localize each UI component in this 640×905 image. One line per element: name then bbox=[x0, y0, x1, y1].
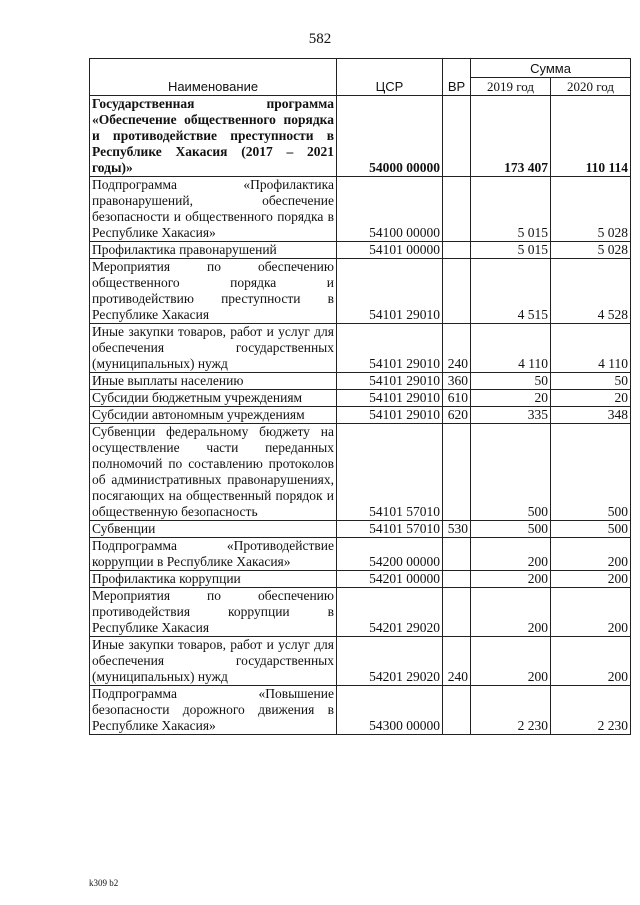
row-csr: 54101 29010 bbox=[337, 407, 443, 424]
row-amount-2019: 50 bbox=[471, 373, 551, 390]
row-amount-2020: 500 bbox=[551, 424, 631, 521]
table-row bbox=[90, 538, 631, 571]
row-csr: 54100 00000 bbox=[337, 177, 443, 242]
row-amount-2020: 200 bbox=[551, 571, 631, 588]
row-vr bbox=[443, 424, 471, 521]
header-name: Наименование bbox=[90, 59, 337, 96]
row-amount-2020: 20 bbox=[551, 390, 631, 407]
row-amount-2019: 20 bbox=[471, 390, 551, 407]
row-vr: 240 bbox=[443, 324, 471, 373]
row-amount-2020: 200 bbox=[551, 538, 631, 571]
table-row bbox=[90, 390, 631, 407]
table-row bbox=[90, 637, 631, 686]
row-vr: 240 bbox=[443, 637, 471, 686]
row-name: Иные закупки товаров, работ и услуг для обеспечения государственных (муниципальных) нужд bbox=[90, 324, 337, 373]
row-name: Подпрограмма «Противодействие коррупции в Республике Хакасия» bbox=[90, 538, 337, 571]
row-amount-2020: 5 028 bbox=[551, 242, 631, 259]
table-row bbox=[90, 242, 631, 259]
row-name: Подпрограмма «Профилактика правонарушений, обеспечение безопасности и общественного порядка в Республике Хакасия» bbox=[90, 177, 337, 242]
table-row bbox=[90, 373, 631, 390]
row-amount-2019: 5 015 bbox=[471, 177, 551, 242]
row-csr: 54101 00000 bbox=[337, 242, 443, 259]
row-vr: 360 bbox=[443, 373, 471, 390]
row-amount-2020: 200 bbox=[551, 637, 631, 686]
row-amount-2019: 5 015 bbox=[471, 242, 551, 259]
table-row bbox=[90, 96, 631, 177]
row-vr bbox=[443, 242, 471, 259]
row-amount-2020: 2 230 bbox=[551, 686, 631, 735]
row-csr: 54201 29020 bbox=[337, 588, 443, 637]
row-amount-2020: 110 114 bbox=[551, 96, 631, 177]
row-name: Субвенции федеральному бюджету на осуществление части переданных полномочий по составлению протоколов об административных правонарушениях, посягающих на общественный порядок и общественную безопасность bbox=[90, 424, 337, 521]
row-amount-2020: 50 bbox=[551, 373, 631, 390]
row-amount-2019: 335 bbox=[471, 407, 551, 424]
table-row bbox=[90, 407, 631, 424]
row-name: Государственная программа «Обеспечение общественного порядка и противодействие преступности в Республике Хакасия (2017 – 2021 годы)» bbox=[90, 96, 337, 177]
row-name: Подпрограмма «Повышение безопасности дорожного движения в Республике Хакасия» bbox=[90, 686, 337, 735]
row-csr: 54101 29010 bbox=[337, 259, 443, 324]
table-row bbox=[90, 571, 631, 588]
row-csr: 54201 00000 bbox=[337, 571, 443, 588]
row-amount-2020: 5 028 bbox=[551, 177, 631, 242]
row-vr bbox=[443, 588, 471, 637]
row-csr: 54101 29010 bbox=[337, 324, 443, 373]
row-amount-2020: 4 528 bbox=[551, 259, 631, 324]
row-name: Иные выплаты населению bbox=[90, 373, 337, 390]
row-name: Субсидии автономным учреждениям bbox=[90, 407, 337, 424]
row-vr bbox=[443, 96, 471, 177]
row-amount-2020: 200 bbox=[551, 588, 631, 637]
table-row bbox=[90, 588, 631, 637]
row-vr bbox=[443, 571, 471, 588]
row-vr bbox=[443, 686, 471, 735]
footer-code: k309 b2 bbox=[89, 878, 119, 888]
table-row bbox=[90, 686, 631, 735]
table-row bbox=[90, 424, 631, 521]
row-amount-2019: 4 515 bbox=[471, 259, 551, 324]
table-row bbox=[90, 521, 631, 538]
row-name: Профилактика правонарушений bbox=[90, 242, 337, 259]
row-vr: 620 bbox=[443, 407, 471, 424]
row-name: Мероприятия по обеспечению противодействия коррупции в Республике Хакасия bbox=[90, 588, 337, 637]
row-amount-2019: 4 110 bbox=[471, 324, 551, 373]
row-amount-2020: 4 110 bbox=[551, 324, 631, 373]
row-amount-2019: 200 bbox=[471, 588, 551, 637]
header-year-2019: 2019 год bbox=[471, 78, 551, 96]
row-csr: 54101 57010 bbox=[337, 521, 443, 538]
row-vr: 610 bbox=[443, 390, 471, 407]
row-amount-2020: 348 bbox=[551, 407, 631, 424]
header-vr: ВР bbox=[443, 59, 471, 96]
row-name: Субвенции bbox=[90, 521, 337, 538]
row-name: Иные закупки товаров, работ и услуг для обеспечения государственных (муниципальных) нужд bbox=[90, 637, 337, 686]
header-year-2020: 2020 год bbox=[551, 78, 631, 96]
row-amount-2019: 2 230 bbox=[471, 686, 551, 735]
row-amount-2019: 200 bbox=[471, 538, 551, 571]
row-amount-2019: 173 407 bbox=[471, 96, 551, 177]
row-amount-2020: 500 bbox=[551, 521, 631, 538]
row-name: Субсидии бюджетным учреждениям bbox=[90, 390, 337, 407]
table-row bbox=[90, 177, 631, 242]
page-number: 582 bbox=[308, 31, 332, 47]
row-name: Профилактика коррупции bbox=[90, 571, 337, 588]
table-row bbox=[90, 259, 631, 324]
budget-table bbox=[89, 58, 631, 735]
row-csr: 54101 29010 bbox=[337, 373, 443, 390]
row-csr: 54200 00000 bbox=[337, 538, 443, 571]
row-csr: 54201 29020 bbox=[337, 637, 443, 686]
table-row bbox=[90, 324, 631, 373]
row-amount-2019: 200 bbox=[471, 571, 551, 588]
row-csr: 54101 57010 bbox=[337, 424, 443, 521]
row-csr: 54101 29010 bbox=[337, 390, 443, 407]
row-csr: 54300 00000 bbox=[337, 686, 443, 735]
row-vr bbox=[443, 177, 471, 242]
row-amount-2019: 500 bbox=[471, 424, 551, 521]
header-sum: Сумма bbox=[471, 59, 631, 78]
header-csr: ЦСР bbox=[337, 59, 443, 96]
row-amount-2019: 500 bbox=[471, 521, 551, 538]
row-vr: 530 bbox=[443, 521, 471, 538]
row-csr: 54000 00000 bbox=[337, 96, 443, 177]
row-amount-2019: 200 bbox=[471, 637, 551, 686]
row-vr bbox=[443, 259, 471, 324]
row-name: Мероприятия по обеспечению общественного порядка и противодействию преступности в Республике Хакасия bbox=[90, 259, 337, 324]
row-vr bbox=[443, 538, 471, 571]
